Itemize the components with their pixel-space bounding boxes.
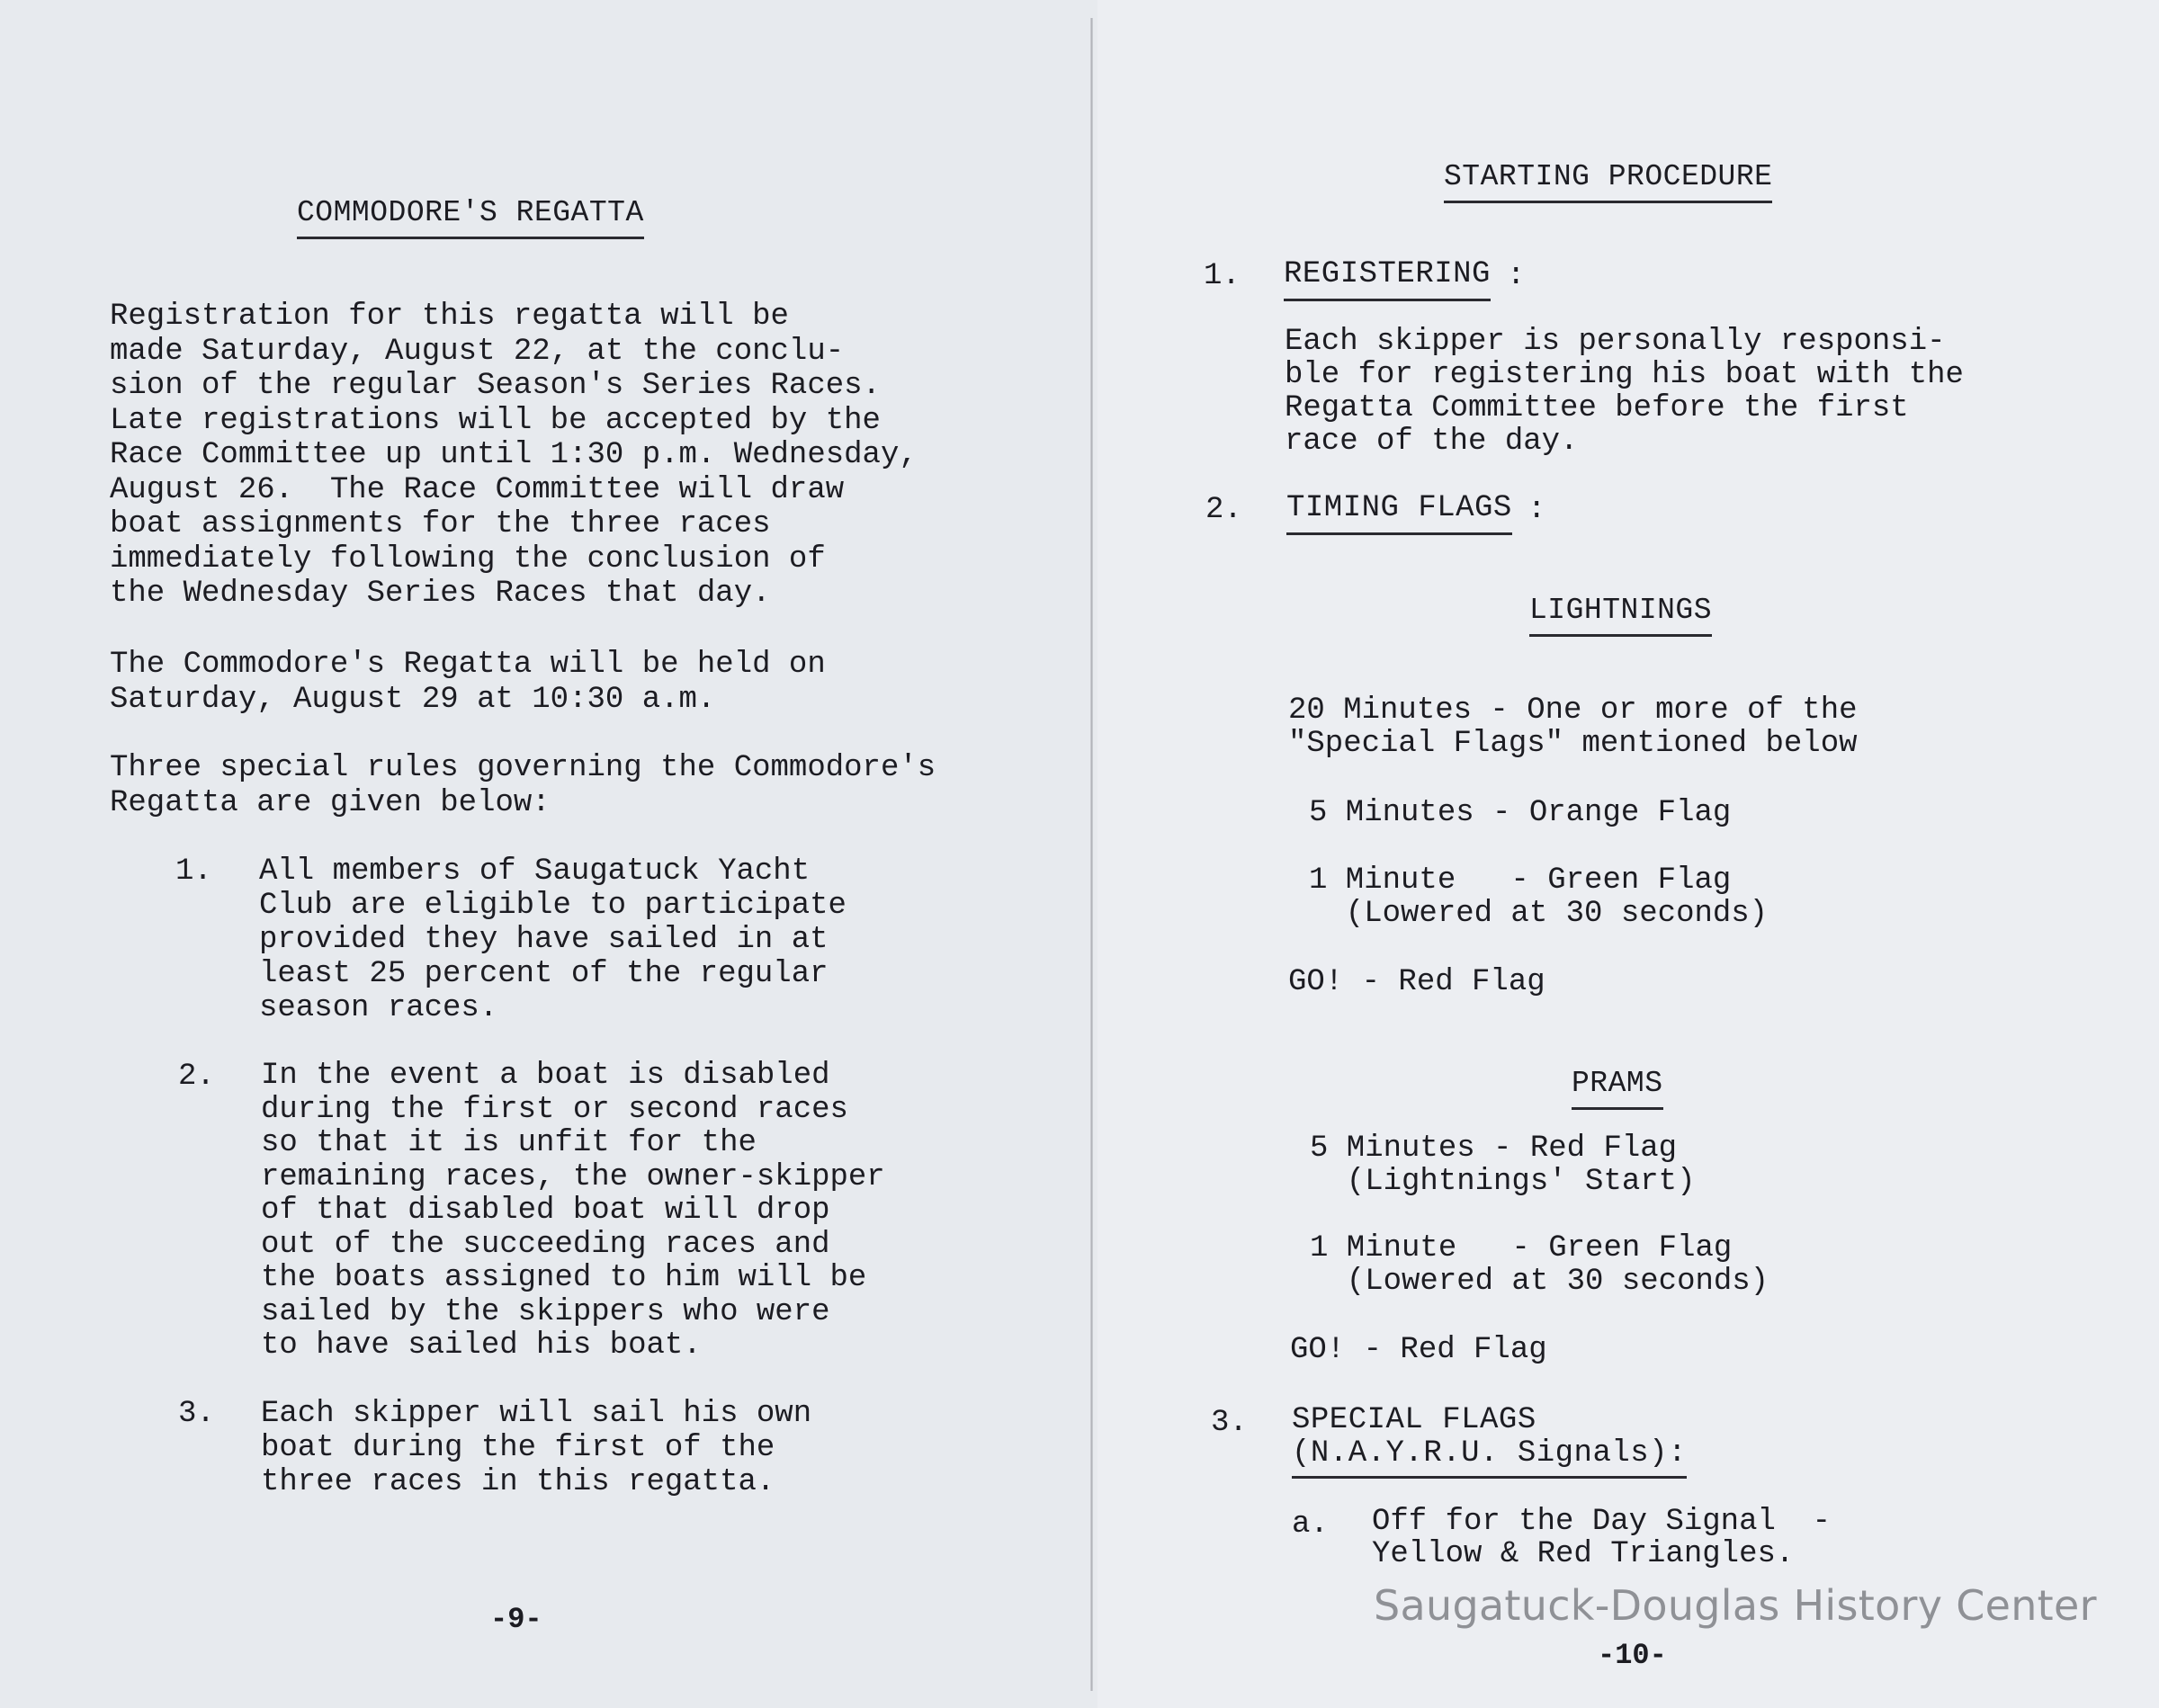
lightnings-5-minute-signal: 5 Minutes - Orange Flag <box>1309 796 1732 830</box>
rule-text: Each skipper will sail his own boat during the first of the three races in this regatta. <box>261 1397 812 1499</box>
page-title-starting-procedure: STARTING PROCEDURE <box>1444 160 1772 203</box>
item-letter: a. <box>1292 1507 1329 1542</box>
rule-number: 1. <box>175 854 212 889</box>
rule-text: All members of Saugatuck Yacht Club are eligible to participate provided they have sailed in at least 25 percent of the regular season races. <box>259 854 847 1025</box>
lightnings-20-minute-signal: 20 Minutes - One or more of the "Special Flags" mentioned below <box>1288 693 1858 761</box>
registration-paragraph: Registration for this regatta will be made Saturday, August 22, at the conclu- sion of the regular Season's Series Races. Late registrations will be accepted by the Race Committee up until 1:30 p.m. Wednesday, August 26. The Race Committee will draw boat assignments for the three races immediately following the conclusion of the Wednesday Series Races that day. <box>110 300 918 611</box>
prams-1-minute-signal: 1 Minute - Green Flag (Lowered at 30 seconds) <box>1310 1231 1769 1299</box>
prams-heading: PRAMS <box>1572 1067 1663 1110</box>
lightnings-1-minute-signal: 1 Minute - Green Flag (Lowered at 30 seconds) <box>1309 863 1769 931</box>
section-number: 2. <box>1205 493 1242 527</box>
prams-go-signal: GO! - Red Flag <box>1290 1333 1547 1367</box>
binding-gutter <box>1090 18 1093 1691</box>
section-number: 1. <box>1204 259 1241 293</box>
section-number: 3. <box>1211 1406 1248 1440</box>
lightnings-go-signal: GO! - Red Flag <box>1288 965 1545 999</box>
off-for-the-day-signal: Off for the Day Signal - Yellow & Red Triangles. <box>1372 1505 1832 1571</box>
special-flags-heading: SPECIAL FLAGS (N.A.Y.R.U. Signals): <box>1292 1404 1687 1479</box>
rule-number: 2. <box>178 1060 215 1094</box>
rule-number: 3. <box>178 1397 215 1431</box>
prams-5-minute-signal: 5 Minutes - Red Flag (Lightnings' Start) <box>1310 1131 1696 1199</box>
registering-heading: REGISTERING <box>1284 257 1491 301</box>
registering-text: Each skipper is personally responsi- ble for registering his boat with the Regatta Committee before the first race of the day. <box>1285 325 1964 459</box>
lightnings-heading: LIGHTNINGS <box>1529 594 1712 637</box>
page-number: -9- <box>490 1603 542 1636</box>
regatta-date-paragraph: The Commodore's Regatta will be held on Saturday, August 29 at 10:30 a.m. <box>110 648 826 717</box>
rule-text: In the event a boat is disabled during the first or second races so that it is unfit for the remaining races, the owner-skipper of that disabled boat will drop out of the succeeding races and the boats assigned to him will be sailed by the skippers who were to have sailed his boat. <box>261 1059 885 1363</box>
page-10 <box>1097 0 2159 1708</box>
history-center-watermark: Saugatuck-Douglas History Center <box>1374 1581 2097 1630</box>
page-number: -10- <box>1598 1639 1667 1672</box>
registering-colon: : <box>1507 259 1526 293</box>
timing-flags-heading: TIMING FLAGS <box>1286 491 1512 535</box>
timing-flags-colon: : <box>1527 493 1546 527</box>
page-title-commodores-regatta: COMMODORE'S REGATTA <box>297 196 644 239</box>
special-rules-intro: Three special rules governing the Commodore's Regatta are given below: <box>110 751 936 820</box>
